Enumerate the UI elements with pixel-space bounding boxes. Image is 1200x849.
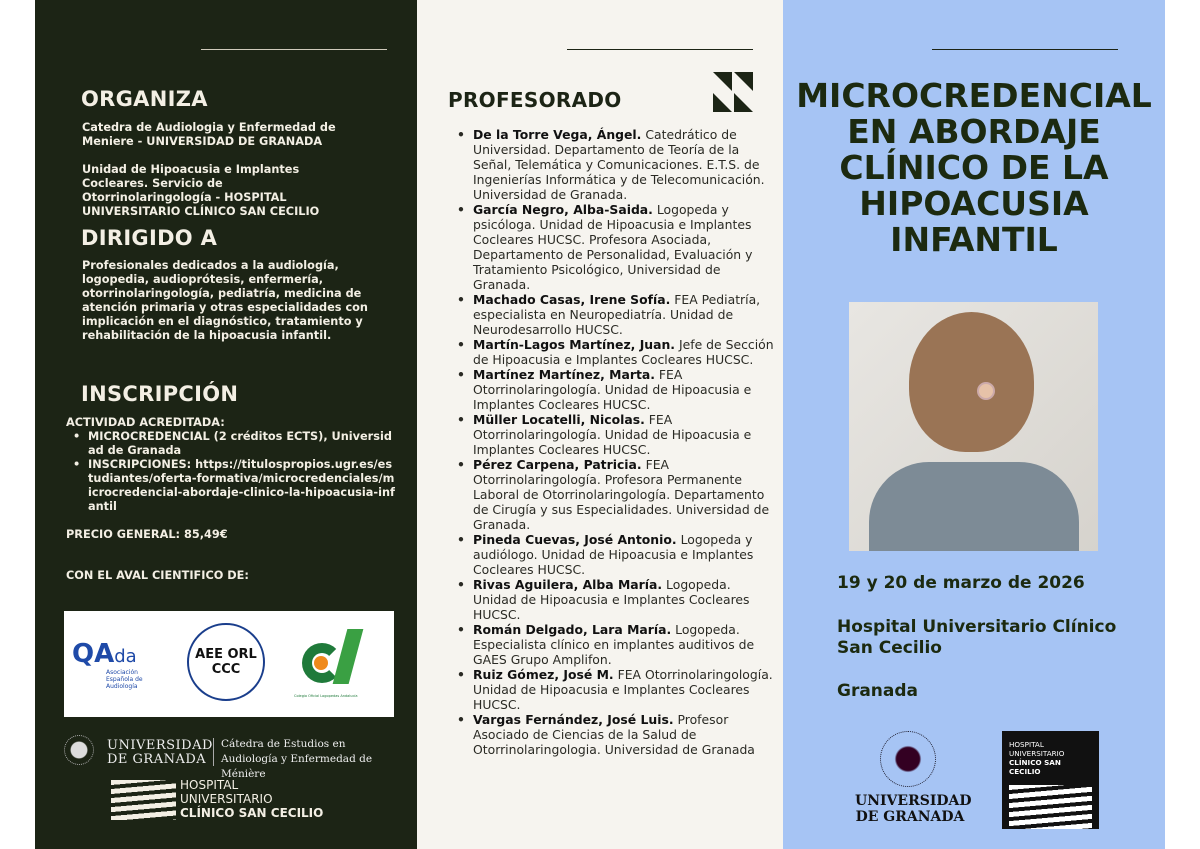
faculty-name: Martínez Martínez, Marta. <box>473 367 655 382</box>
organizer-2: Unidad de Hipoacusia e Implantes Cocleares. Servicio de Otorrinolaringología - HOSPITAL UNIVERSITARIO CLÍNICO SAN CECILIO <box>82 163 320 218</box>
aval-logos <box>64 611 394 717</box>
hospital-line: CLÍNICO SAN CECILIO <box>180 806 324 820</box>
ugr-seal-icon <box>64 735 94 765</box>
faculty-item <box>453 532 775 577</box>
hospital-stripes-icon <box>1009 785 1092 829</box>
faculty-item <box>453 712 775 757</box>
faculty-description: Catedrático de Universidad. Departamento de Teoría de la Señal, Telemática y Comunicaciones. E.T.S. de Ingenierías Informática y de Telecomunicación. Universidad de Granada. <box>473 127 765 202</box>
faculty-description: Logopeda y psicóloga. Unidad de Hipoacusia e Implantes Cocleares HUCSC. Profesora Asociada, Departamento de Personalidad, Evaluación y Tratamiento Psicológico, Universidad de Granada. <box>473 202 753 292</box>
faculty-description: FEA Otorrinolaringología. Unidad de Hipoacusia e Implantes Cocleares HUCSC. <box>473 367 752 412</box>
organizer-1: Catedra de Audiologia y Enfermedad de Meniere - UNIVERSIDAD DE GRANADA <box>82 121 336 148</box>
inscripcion-heading: INSCRIPCIÓN <box>81 382 239 406</box>
faculty-item <box>453 202 775 292</box>
faculty-name: Román Delgado, Lara María. <box>473 622 672 637</box>
faculty-item <box>453 367 775 412</box>
faculty-description: Logopeda. Unidad de Hipoacusia e Implantes Cocleares HUCSC. <box>473 577 750 622</box>
price: PRECIO GENERAL: 85,49€ <box>66 528 228 541</box>
course-title: MICROCREDENCIAL EN ABORDAJE CLÍNICO DE LA HIPOACUSIA INFANTIL <box>796 76 1152 259</box>
faculty-item <box>453 457 775 532</box>
event-date: 19 y 20 de marzo de 2026 <box>837 573 1085 593</box>
faculty-item <box>453 337 775 367</box>
faculty-name: Ruiz Gómez, José M. <box>473 667 614 682</box>
faculty-description: FEA Otorrinolaringología. Unidad de Hipoacusia e Implantes Cocleares HUCSC. <box>473 412 752 457</box>
faculty-item <box>453 622 775 667</box>
faculty-item <box>453 127 775 202</box>
faculty-name: Müller Locatelli, Nicolas. <box>473 412 645 427</box>
aval-label: CON EL AVAL CIENTIFICO DE: <box>66 569 249 582</box>
registration-link[interactable]: • INSCRIPCIONES: https://titulospropios.ugr.es/estudiantes/oferta-formativa/microcredenciales/microcredencial-abordaje-clinico-la-hipoacusia-infantil <box>88 458 396 514</box>
faculty-item <box>453 412 775 457</box>
faculty-item <box>453 577 775 622</box>
faculty-description: Jefe de Sección de Hipoacusia e Implantes Cocleares HUCSC. <box>473 337 774 367</box>
divider <box>932 49 1118 50</box>
event-city: Granada <box>837 681 919 701</box>
organiza-heading: ORGANIZA <box>81 87 208 111</box>
faculty-name: Rivas Aguilera, Alba María. <box>473 577 663 592</box>
cola-logo: Colegio Oficial Logopedas Andalucía <box>294 629 374 698</box>
hospital-logo-icon <box>111 780 176 820</box>
triangles-icon <box>713 72 753 112</box>
hospital-line: UNIVERSITARIO <box>1009 749 1065 758</box>
faculty-name: De la Torre Vega, Ángel. <box>473 127 642 142</box>
dirigido-text: Profesionales dedicados a la audiología, logopedia, audioprótesis, enfermería, otorrinolaringología, pediatría, medicina de atención primaria y otras especialidades con implicación en el diagnóstico, tratamiento y rehabilitación de la hipoacusia infantil. <box>82 259 368 342</box>
divider <box>567 49 753 50</box>
faculty-description: FEA Otorrinolaringología. Unidad de Hipoacusia e Implantes Cocleares HUCSC. <box>473 667 773 712</box>
faculty-description: Logopeda. Especialista clínico en implantes auditivos de GAES Grupo Amplifon. <box>473 622 755 667</box>
profesorado-heading: PROFESORADO <box>448 88 622 112</box>
hospital-logo <box>1002 731 1099 829</box>
middle-panel <box>417 0 783 849</box>
acreditada-label: ACTIVIDAD ACREDITADA: <box>66 416 225 429</box>
left-panel <box>35 0 417 849</box>
organiza-text <box>82 121 352 233</box>
event-venue: Hospital Universitario Clínico San Cecilio <box>837 617 1117 658</box>
ugr-name: UNIVERSIDAD DE GRANADA <box>107 738 213 767</box>
catedra-name: Cátedra de Estudios en Audiología y Enfermedad de Ménière <box>221 738 373 780</box>
hospital-line: UNIVERSITARIO <box>180 792 273 806</box>
aeeorl-logo: AEE ORL CCC <box>187 623 265 701</box>
faculty-name: Machado Casas, Irene Sofía. <box>473 292 671 307</box>
aeda-logo: QAda Asociación Española de Audiología <box>72 639 143 690</box>
hospital-line: HOSPITAL <box>180 778 239 792</box>
faculty-description: Logopeda y audiólogo. Unidad de Hipoacusia e Implantes Cocleares HUCSC. <box>473 532 754 577</box>
right-panel <box>783 0 1165 849</box>
faculty-name: Pérez Carpena, Patricia. <box>473 457 642 472</box>
child-with-implant-photo <box>849 302 1098 551</box>
faculty-description: Profesor Asociado de Ciencias de la Salud de Otorrinolaringologia. Universidad de Granada <box>473 712 755 757</box>
inscripcion-block <box>66 416 396 583</box>
faculty-name: García Negro, Alba-Saida. <box>473 202 653 217</box>
faculty-list <box>453 127 775 757</box>
divider <box>213 738 214 766</box>
hospital-name <box>180 778 323 820</box>
faculty-name: Vargas Fernández, José Luis. <box>473 712 674 727</box>
faculty-name: Pineda Cuevas, José Antonio. <box>473 532 677 547</box>
faculty-item <box>453 292 775 337</box>
ugr-name: UNIVERSIDAD DE GRANADA <box>855 793 972 825</box>
faculty-description: FEA Otorrinolaringología. Profesora Permanente Laboral de Otorrinolaringología. Departamento de Cirugía y sus Especialidades. Universidad de Granada. <box>473 457 770 532</box>
ugr-seal-icon <box>880 731 936 787</box>
faculty-name: Martín-Lagos Martínez, Juan. <box>473 337 676 352</box>
hospital-line: CLÍNICO SAN CECILIO <box>1009 758 1061 776</box>
divider <box>201 49 387 50</box>
hospital-line: HOSPITAL <box>1009 740 1044 749</box>
faculty-item <box>453 667 775 712</box>
credit-item: • MICROCREDENCIAL (2 créditos ECTS), Universidad de Granada <box>88 430 396 458</box>
dirigido-heading: DIRIGIDO A <box>81 226 218 250</box>
faculty-description: FEA Pediatría, especialista en Neuropediatría. Unidad de Neurodesarrollo HUCSC. <box>473 292 761 337</box>
